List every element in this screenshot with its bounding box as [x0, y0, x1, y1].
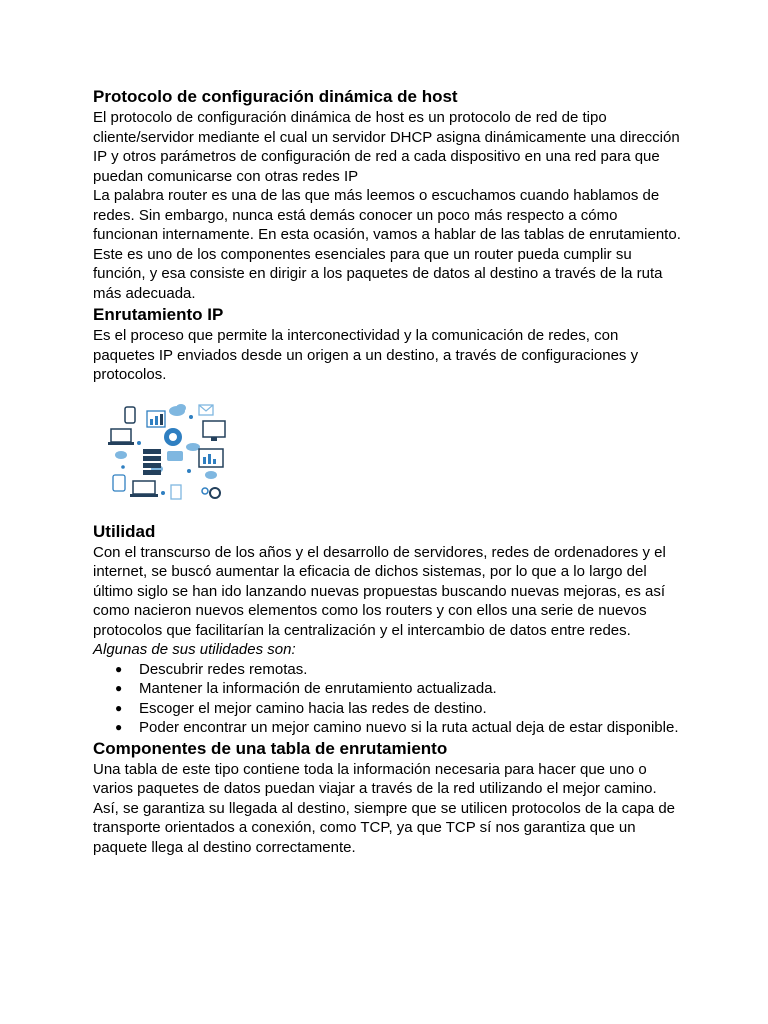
document-page: [93, 86, 683, 857]
paragraph-enrutamiento-definition: Es el proceso que permite la interconectividad y la comunicación de redes, con paquetes IP enviados desde un origen a un destino, a través de configuraciones y protocolos.: [93, 327, 639, 383]
list-item: ● Poder encontrar un mejor camino nuevo si la ruta actual deja de estar disponible.: [93, 718, 683, 738]
network-illustration: [103, 397, 233, 509]
network-icons-cluster-icon: [103, 397, 233, 509]
heading-dhcp: Protocolo de configuración dinámica de host: [93, 87, 458, 106]
paragraph-componentes: Una tabla de este tipo contiene toda la información necesaria para hacer que uno o varios paquetes de datos puedan viajar a través de la red utilizando el mejor camino. Así, se garantiza su llegada al destino, siempre que se utilicen protocolos de la capa de transporte orientados a conexión, como TCP, ya que TCP sí nos garantiza que un paquete llega al destino correctamente.: [93, 760, 676, 856]
heading-componentes: Componentes de una tabla de enrutamiento: [93, 738, 448, 758]
paragraph-utilidad: Con el transcurso de los años y el desarrollo de servidores, redes de ordenadores y el internet, se buscó aumentar la eficacia de dichos sistemas, por lo que a lo largo del último siglo se han ido lanzando nuevas propuestas buscando nuevas mejoras, es así como nacieron nuevos elementos como los routers y con ellos una serie de nuevos protocolos que facilitarían la centralización y el intercambio de datos entre redes.: [93, 543, 666, 639]
heading-enrutamiento-ip: Enrutamiento IP: [93, 305, 224, 324]
paragraph-dhcp-definition: El protocolo de configuración dinámica de host es un protocolo de red de tipo cliente/servidor mediante el cual un servidor DHCP asigna dinámicamente una dirección IP y otros parámetros de configuración de red a cada dispositivo en una red para que puedan comunicarse con otras redes IP: [93, 109, 680, 185]
list-item: ● Mantener la información de enrutamiento actualizada.: [93, 679, 683, 699]
list-item: ● Escoger el mejor camino hacia las redes de destino.: [93, 699, 683, 719]
heading-utilidad: Utilidad: [93, 521, 156, 541]
utilidades-list: [93, 660, 683, 738]
utilidades-lead-in: Algunas de sus utilidades son:: [93, 641, 296, 658]
list-item: ● Descubrir redes remotas.: [93, 660, 683, 680]
paragraph-router-intro: La palabra router es una de las que más leemos o escuchamos cuando hablamos de redes. Sin embargo, nunca está demás conocer un poco más respecto a cómo funcionan internamente. En esta ocasión, vamos a hablar de las tablas de enrutamiento. Este es uno de los componentes esenciales para que un router pueda cumplir su función, y esa consiste en dirigir a los paquetes de datos al destino a través de la ruta más adecuada.: [93, 187, 681, 302]
